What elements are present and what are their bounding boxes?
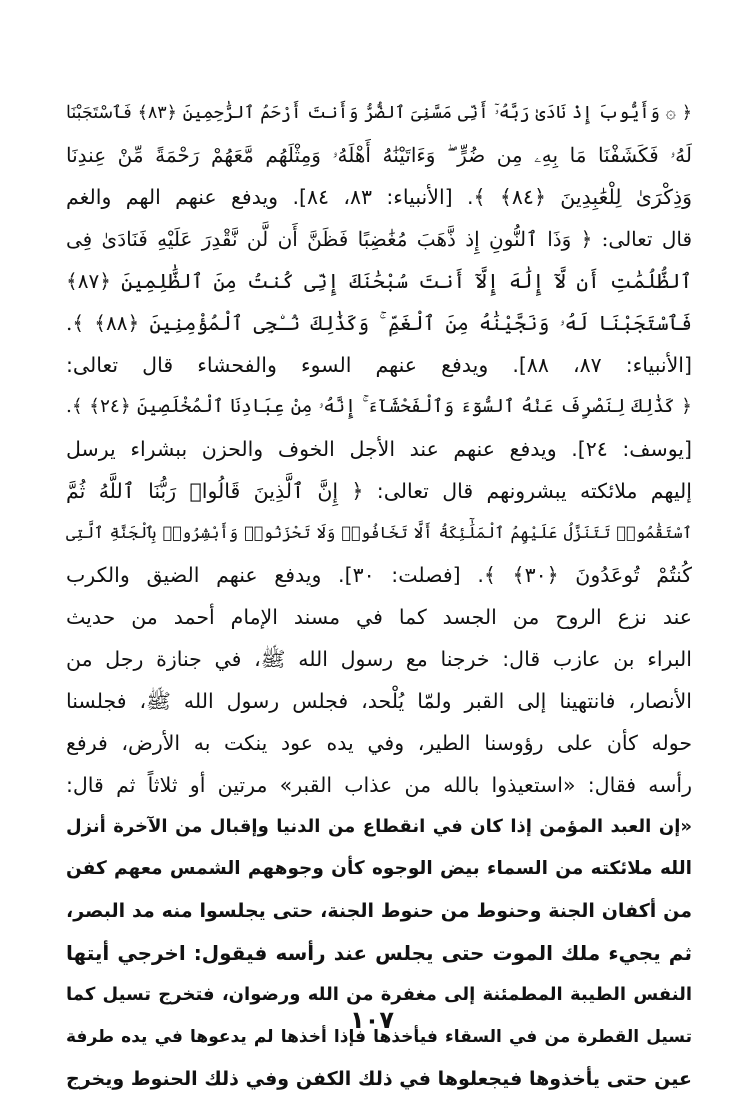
hadith-line: من أكفان الجنة وحنوط من حنوط الجنة، حتى يجلسوا منه مد البصر، — [66, 900, 692, 922]
text-line: ﴿ كَذَٰلِكَ لِنَصْرِفَ عَنْهُ ٱلسُّوٓءَ وَٱلْفَحْشَآءَ ۚ إِنَّهُۥ مِنْ عِبَادِنَا ٱلْمُخْلَصِينَ ﴿٢٤﴾ ﴾. — [66, 396, 692, 417]
text-line: كُنتُمْ تُوعَدُونَ ﴿٣٠﴾ ﴾. [فصلت: ٣٠]. ويدفع عنهم الضيق والكرب — [66, 563, 692, 587]
text-line: عند نزع الروح من الجسد كما في مسند الإمام أحمد من حديث — [66, 605, 692, 629]
hadith-line: الله ملائكته من السماء بيض الوجوه كأن وجوههم الشمس معهم كفن — [66, 858, 692, 879]
text-line: رأسه فقال: «استعيذوا بالله من عذاب القبر» مرتين أو ثلاثاً ثم قال: — [66, 773, 692, 797]
hadith-line: النفس الطيبة المطمئنة إلى مغفرة من الله ورضوان، فتخرج تسيل كما — [66, 984, 692, 1005]
text-line: حوله كأن على رؤوسنا الطير، وفي يده عود ينكت به الأرض، فرفع — [66, 731, 692, 755]
text-line: وَذِكْرَىٰ لِلْعَٰبِدِينَ ﴿٨٤﴾ ﴾. [الأنبياء: ٨٣، ٨٤]. ويدفع عنهم الهم والغم — [66, 185, 692, 209]
text-line: الأنصار، فانتهينا إلى القبر ولمّا يُلْحد، فجلس رسول الله ﷺ، فجلسنا — [66, 689, 692, 713]
hadith-line: ثم يجيء ملك الموت حتى يجلس عند رأسه فيقول: اخرجي أيتها — [66, 941, 692, 965]
text-line: إليهم ملائكته يبشرونهم قال تعالى: ﴿ إِنَّ ٱلَّذِينَ قَالُوا۟ رَبُّنَا ٱللَّهُ ثُمَّ — [66, 479, 692, 503]
text-line: [يوسف: ٢٤]. ويدفع عنهم عند الأجل الخوف والحزن ببشراء يرسل — [66, 437, 692, 461]
hadith-line: عين حتى يأخذوها فيجعلوها في ذلك الكفن وفي ذلك الحنوط ويخرج — [66, 1068, 692, 1090]
body-text — [66, 92, 692, 1100]
text-line: [الأنبياء: ٨٧، ٨٨]. ويدفع عنهم السوء والفحشاء قال تعالى: — [66, 353, 692, 377]
hadith-line: «إن العبد المؤمن إذا كان في انقطاع من الدنيا وإقبال من الآخرة أنزل — [66, 816, 692, 837]
page-number: ١٠٧ — [350, 1006, 394, 1034]
hadith-line: تسيل القطرة من في السقاء فيأخذها فإذا أخذها لم يدعوها في يده طرفة — [66, 1027, 692, 1047]
text-line: ٱسْتَقَٰمُوا۟ تَتَنَزَّلُ عَلَيْهِمُ ٱلْمَلَٰٓئِكَةُ أَلَّا تَخَافُوا۟ وَلَا تَحْزَنُوا۟ وَأَبْشِرُوا۟ بِٱلْجَنَّةِ ٱلَّتِى — [66, 523, 692, 542]
text-line: قال تعالى: ﴿ وَذَا ٱلنُّونِ إِذ ذَّهَبَ مُغَٰضِبًا فَظَنَّ أَن لَّن نَّقْدِرَ عَلَيْهِ فَنَادَىٰ فِى — [66, 227, 692, 251]
text-line: ﴿ ۞ وَأَيُّوبَ إِذْ نَادَىٰ رَبَّهُۥٓ أَنِّى مَسَّنِىَ ٱلضُّرُّ وَأَنتَ أَرْحَمُ ٱلرَّٰحِمِينَ ﴿٨٣﴾ فَٱسْتَجَبْنَا — [66, 103, 692, 123]
text-line: ٱلظُّلُمَٰتِ أَن لَّآ إِلَٰهَ إِلَّآ أَنتَ سُبْحَٰنَكَ إِنِّى كُنتُ مِنَ ٱلظَّٰلِمِينَ ﴿٨٧﴾ — [66, 269, 692, 293]
text-line: لَهُۥ فَكَشَفْنَا مَا بِهِۦ مِن ضُرٍّ ۖ وَءَاتَيْنَٰهُ أَهْلَهُۥ وَمِثْلَهُم مَّعَهُمْ رَحْمَةً مِّنْ عِندِنَا — [66, 143, 692, 167]
text-line: فَٱسْتَجَبْنَا لَهُۥ وَنَجَّيْنَٰهُ مِنَ ٱلْغَمِّ ۚ وَكَذَٰلِكَ نُـۨجِى ٱلْمُؤْمِنِينَ ﴿٨٨﴾ ﴾. — [66, 311, 692, 335]
text-line: البراء بن عازب قال: خرجنا مع رسول الله ﷺ، في جنازة رجل من — [66, 647, 692, 671]
